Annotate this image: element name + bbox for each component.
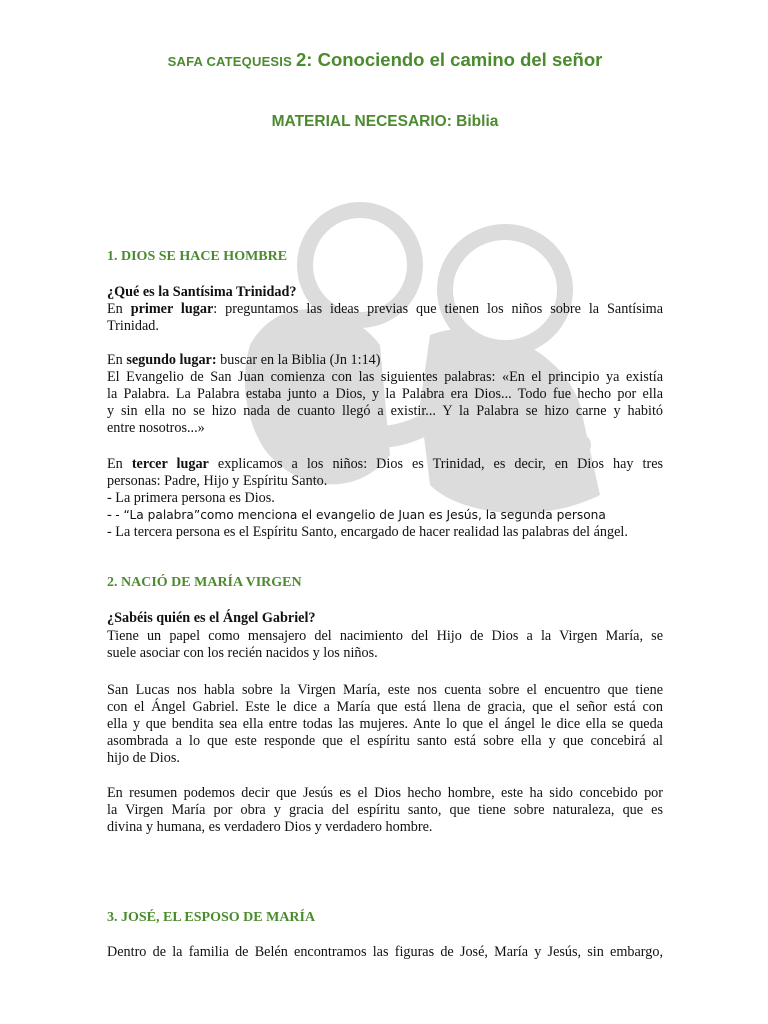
p3-rest: explicamos a los niños: Dios es Trinidad, es decir, en Dios hay tres — [208, 456, 664, 472]
s2-p2-line: ella y que bendita sea ella entre todas las mujeres. Ante lo que el ángel le dice ella se queda — [107, 716, 663, 732]
s2-p3-line: la Virgen María por obra y gracia del espíritu santo, que tiene sobre naturaleza, que es — [107, 802, 663, 818]
s2-p3-line: divina y humana, es verdadero Dios y verdadero hombre. — [107, 819, 433, 835]
title-main: 2: Conociendo el camino del señor — [296, 49, 603, 70]
p1-line2: Trinidad. — [107, 318, 159, 334]
p3-bold: tercer lugar — [131, 456, 209, 472]
section1-paragraph1 — [107, 301, 663, 335]
p1-bold: primer lugar — [130, 301, 214, 317]
material-line: MATERIAL NECESARIO: Biblia — [271, 113, 499, 130]
p1-rest: : preguntamos las ideas previas que tienen los niños sobre la Santísima — [213, 301, 663, 317]
section2-heading: 2. NACIÓ DE MARÍA VIRGEN — [107, 575, 302, 590]
bullet-text: - “La palabra”como menciona el evangelio de Juan es Jesús, la segunda persona — [115, 508, 606, 522]
section1-paragraph2 — [107, 352, 663, 437]
section3-paragraph1 — [107, 944, 663, 961]
s2-p2-line: San Lucas nos habla sobre la Virgen María, este nos cuenta sobre el encuentro que tiene — [107, 682, 663, 698]
section2-paragraph2 — [107, 682, 663, 767]
p3-lead: En — [107, 456, 123, 472]
s2-p1-line: suele asociar con los recién nacidos y los niños. — [107, 645, 378, 661]
p2-line: la Palabra. La Palabra estaba junto a Dios, y la Palabra era Dios... Todo fue hecho por ella — [107, 386, 663, 402]
s2-p2-line: hijo de Dios. — [107, 750, 180, 766]
s2-p2-line: con el Ángel Gabriel. Este le dice a María que está llena de gracia, que el señor está con — [107, 699, 663, 715]
p1-lead: En — [107, 301, 123, 317]
section1-question: ¿Qué es la Santísima Trinidad? — [107, 284, 297, 300]
p2-bold: segundo lugar: — [126, 352, 217, 368]
s2-p2-line: asombrada a lo que este responde que el espíritu santo está sobre ella y que concebirá al — [107, 733, 663, 749]
section3-heading: 3. JOSÉ, EL ESPOSO DE MARÍA — [107, 910, 316, 925]
p2-line: entre nosotros...» — [107, 420, 205, 436]
section1-paragraph3 — [107, 456, 663, 541]
document-title — [107, 49, 663, 71]
p3-line2: personas: Padre, Hijo y Espíritu Santo. — [107, 473, 328, 489]
section2-question: ¿Sabéis quién es el Ángel Gabriel? — [107, 610, 316, 626]
p2-lead: En — [107, 352, 123, 368]
bullet-item: - - “La palabra”como menciona el evangelio de Juan es Jesús, la segunda persona — [107, 507, 606, 523]
bullet-item: - La tercera persona es el Espíritu Santo, encargado de hacer realidad las palabras del ángel. — [107, 524, 628, 540]
p2-line: y sin ella no se hizo nada de cuanto llegó a existir... Y la Palabra se hizo carne y habitó — [107, 403, 663, 419]
title-prefix: SAFA CATEQUESIS — [167, 54, 292, 69]
s2-p3-line: En resumen podemos decir que Jesús es el Dios hecho hombre, este ha sido concebido por — [107, 785, 663, 801]
s3-p1-line: Dentro de la familia de Belén encontramos las figuras de José, María y Jesús, sin embargo, — [107, 944, 663, 960]
bullet-item: - La primera persona es Dios. — [107, 490, 275, 506]
section2-paragraph3 — [107, 785, 663, 836]
p2-rest: buscar en la Biblia (Jn 1:14) — [216, 352, 381, 368]
s2-p1-line: Tiene un papel como mensajero del nacimiento del Hijo de Dios a la Virgen María, se — [107, 628, 663, 644]
section2-paragraph1 — [107, 628, 663, 662]
section1-heading: 1. DIOS SE HACE HOMBRE — [107, 249, 288, 264]
p2-line: El Evangelio de San Juan comienza con las siguientes palabras: «En el principio ya existía — [107, 369, 663, 385]
